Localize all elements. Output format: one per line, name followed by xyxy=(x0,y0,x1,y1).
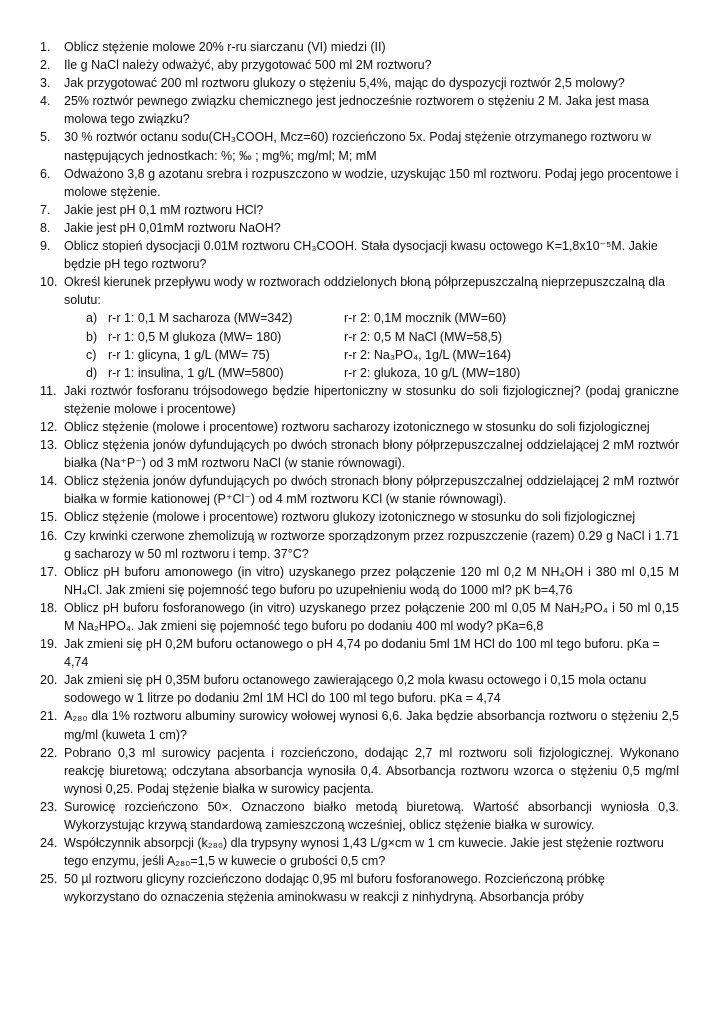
list-item xyxy=(0,418,725,436)
item-text: Pobrano 0,3 ml surowicy pacjenta i rozcieńczono, dodając 2,7 ml roztworu soli fizjologicznej. Wykonano reakcję biuretową; odczytana absorbancja wynosiła 0,4. Absorbancja roztworu wzorca o stężeniu 0,5 mg/ml wynosi 0,25. Podaj stężenie białka w surowicy pacjenta. xyxy=(64,745,679,796)
sub-item-letter: b) xyxy=(86,329,98,344)
solution-2: r-r 2: 0,1M mocznik (MW=60) xyxy=(344,311,507,326)
list-item xyxy=(0,273,725,309)
item-number: 6. xyxy=(40,166,51,181)
list-item xyxy=(0,635,725,671)
item-number: 24. xyxy=(40,836,58,851)
solution-2: r-r 2: glukoza, 10 g/L (MW=180) xyxy=(344,365,521,380)
item-number: 23. xyxy=(40,799,58,814)
item-text: 30 % roztwór octanu sodu(CH₃COOH, Mcz=60) rozcieńczono 5x. Podaj stężenie otrzymanego roztworu w następujących jednostkach: %; ‰ ; mg%; mg/ml; M; mM xyxy=(64,130,651,163)
sub-item-letter: c) xyxy=(86,347,97,362)
list-item xyxy=(0,382,725,418)
item-text: Oblicz stężenia jonów dyfundujących po dwóch stronach błony półprzepuszczalnej oddzielającej 2 mM roztwór białka w formie kationowej (P⁺Cl⁻) od 4 mM roztworu KCl (w stanie równowagi). xyxy=(64,474,679,507)
list-item xyxy=(0,92,725,128)
item-text: 25% roztwór pewnego związku chemicznego jest jednocześnie roztworem o stężeniu 2 M. Jaka jest masa molowa tego związku? xyxy=(64,94,649,127)
list-item xyxy=(0,74,725,92)
item-number: 8. xyxy=(40,220,51,235)
item-text: Jak zmieni się pH 0,2M buforu octanowego o pH 4,74 po dodaniu 5ml 1M HCl do 100 ml tego buforu. pKa = 4,74 xyxy=(64,637,660,670)
item-text: 50 µl roztworu glicyny rozcieńczono dodając 0,95 ml buforu fosforanowego. Rozcieńczoną próbkę wykorzystano do oznaczenia stężenia aminokwasu w reakcji z ninhydryną. Absorbancja próby xyxy=(64,872,605,905)
list-item xyxy=(0,201,725,219)
list-item xyxy=(0,436,725,472)
list-item xyxy=(0,219,725,237)
item-number: 12. xyxy=(40,419,58,434)
item-text: Oblicz stężenia jonów dyfundujących po dwóch stronach błony półprzepuszczalnej oddzielającej 2 mM roztwór białka (Na⁺P⁻) od 3 mM roztworu NaCl (w stanie równowagi). xyxy=(64,438,679,471)
solution-2: r-r 2: 0,5 M NaCl (MW=58,5) xyxy=(344,329,503,344)
item-number: 22. xyxy=(40,745,58,760)
item-text: Surowicę rozcieńczono 50×. Oznaczono białko metodą biuretową. Wartość absorbancji wyniosła 0,3. Wykorzystując krzywą standardową zamieszczoną wcześniej, oblicz stężenie białka w surowicy. xyxy=(64,799,679,833)
item-text: Oblicz stężenie molowe 20% r-ru siarczanu (VI) miedzi (II) xyxy=(64,40,386,54)
list-item xyxy=(0,165,725,201)
list-item xyxy=(0,472,725,508)
item-text: Oblicz pH buforu fosforanowego (in vitro) uzyskanego przez połączenie 200 ml 0,05 M NaH₂PO₄ i 50 ml 0,15 M Na₂HPO₄. Jak zmieni się pojemność tego buforu po dodaniu 400 ml wody? pKa=6,8 xyxy=(64,600,679,633)
solution-1: r-r 1: insulina, 1 g/L (MW=5800) xyxy=(108,365,284,380)
item-text: Odważono 3,8 g azotanu srebra i rozpuszczono w wodzie, uzyskując 150 ml roztworu. Podaj jego procentowe i molowe stężenie. xyxy=(64,166,679,199)
item-number: 2. xyxy=(40,58,51,73)
item-number: 15. xyxy=(40,510,58,525)
item-number: 4. xyxy=(40,94,51,109)
item-number: 13. xyxy=(40,438,58,453)
list-item xyxy=(0,56,725,74)
item-text: Jaki roztwór fosforanu trójsodowego będzie hipertoniczny w stosunku do soli fizjologicznej? (podaj graniczne stężenie molowe i procentowe) xyxy=(64,383,679,416)
sub-item xyxy=(86,346,725,364)
solution-2: r-r 2: Na₃PO₄, 1g/L (MW=164) xyxy=(344,347,512,362)
item-text: Jakie jest pH 0,1 mM roztworu HCl? xyxy=(64,202,264,217)
list-item xyxy=(0,508,725,526)
item-number: 1. xyxy=(40,40,51,54)
sub-item-letter: d) xyxy=(86,365,98,380)
list-item xyxy=(0,834,725,870)
item-number: 19. xyxy=(40,637,58,652)
item-number: 16. xyxy=(40,528,58,543)
item-text: Jakie jest pH 0,01mM roztworu NaOH? xyxy=(64,220,281,235)
list-item xyxy=(0,599,725,635)
sub-item xyxy=(86,364,725,382)
list-item xyxy=(0,527,725,563)
list-item xyxy=(0,870,725,906)
solution-1: r-r 1: 0,1 M sacharoza (MW=342) xyxy=(108,311,293,326)
item-text: Oblicz stężenie (molowe i procentowe) roztworu sacharozy izotonicznego w stosunku do soli fizjologicznej xyxy=(64,419,650,434)
sub-item xyxy=(86,328,725,346)
document-page xyxy=(0,38,725,907)
list-item xyxy=(0,237,725,273)
item-number: 10. xyxy=(40,275,58,290)
solution-1: r-r 1: glicyna, 1 g/L (MW= 75) xyxy=(108,347,270,362)
item-text: Oblicz pH buforu amonowego (in vitro) uzyskanego przez połączenie 120 ml 0,2 M NH₄OH i 380 ml 0,15 M NH₄Cl. Jak zmieni się pojemność tego buforu po uzupełnieniu wodą do 1000 ml? pK b=4,76 xyxy=(64,564,679,597)
list-item xyxy=(0,128,725,164)
item-text: A₂₈₀ dla 1% roztworu albuminy surowicy wołowej wynosi 6,6. Jaka będzie absorbancja roztworu o stężeniu 2,5 mg/ml (kuweta 1 cm)? xyxy=(64,709,679,742)
osmosis-sub-list xyxy=(0,309,725,381)
item-text: Jak przygotować 200 ml roztworu glukozy o stężeniu 5,4%, mając do dyspozycji roztwór 2,5 molowy? xyxy=(64,76,625,91)
list-item xyxy=(0,671,725,707)
item-text: Czy krwinki czerwone zhemolizują w roztworze sporządzonym przez rozpuszczenie (razem) 0.29 g NaCl i 1.71 g sacharozy w 50 ml roztworu i temp. 37°C? xyxy=(64,528,679,561)
list-item xyxy=(0,707,725,743)
item-text: Określ kierunek przepływu wody w roztworach oddzielonych błoną półprzepuszczalną nieprzepuszczalną dla solutu: xyxy=(64,275,666,308)
item-number: 14. xyxy=(40,474,58,489)
item-number: 18. xyxy=(40,600,58,615)
sub-item-letter: a) xyxy=(86,311,98,326)
item-number: 20. xyxy=(40,673,58,688)
item-number: 11. xyxy=(40,383,57,398)
item-text: Ile g NaCl należy odważyć, aby przygotować 500 ml 2M roztworu? xyxy=(64,58,432,73)
sub-item xyxy=(86,309,725,327)
item-number: 17. xyxy=(40,564,58,579)
item-number: 3. xyxy=(40,76,51,91)
item-text: Oblicz stopień dysocjacji 0.01M roztworu CH₃COOH. Stała dysocjacji kwasu octowego K=1,8x10⁻⁵M. Jakie będzie pH tego roztworu? xyxy=(64,239,658,272)
item-number: 7. xyxy=(40,202,51,217)
list-item xyxy=(0,563,725,599)
solution-1: r-r 1: 0,5 M glukoza (MW= 180) xyxy=(108,329,282,344)
item-number: 25. xyxy=(40,872,58,887)
item-number: 9. xyxy=(40,239,51,254)
item-text: Współczynnik absorpcji (k₂₈₀) dla trypsyny wynosi 1,43 L/g×cm w 1 cm kuwecie. Jakie jest stężenie roztworu tego enzymu, jeśli A₂₈₀=1,5 w kuwecie o grubości 0,5 cm? xyxy=(64,836,664,869)
list-item xyxy=(0,798,725,834)
list-item xyxy=(0,38,725,56)
list-item xyxy=(0,744,725,798)
item-number: 5. xyxy=(40,130,51,145)
item-text: Oblicz stężenie (molowe i procentowe) roztworu glukozy izotonicznego w stosunku do soli fizjologicznej xyxy=(64,510,636,525)
item-text: Jak zmieni się pH 0,35M buforu octanowego zawierającego 0,2 mola kwasu octowego i 0,15 mola octanu sodowego w 1 litrze po dodaniu 2ml 1M HCl do 100 ml tego buforu. pKa = 4,74 xyxy=(64,673,647,706)
item-number: 21. xyxy=(40,709,58,724)
